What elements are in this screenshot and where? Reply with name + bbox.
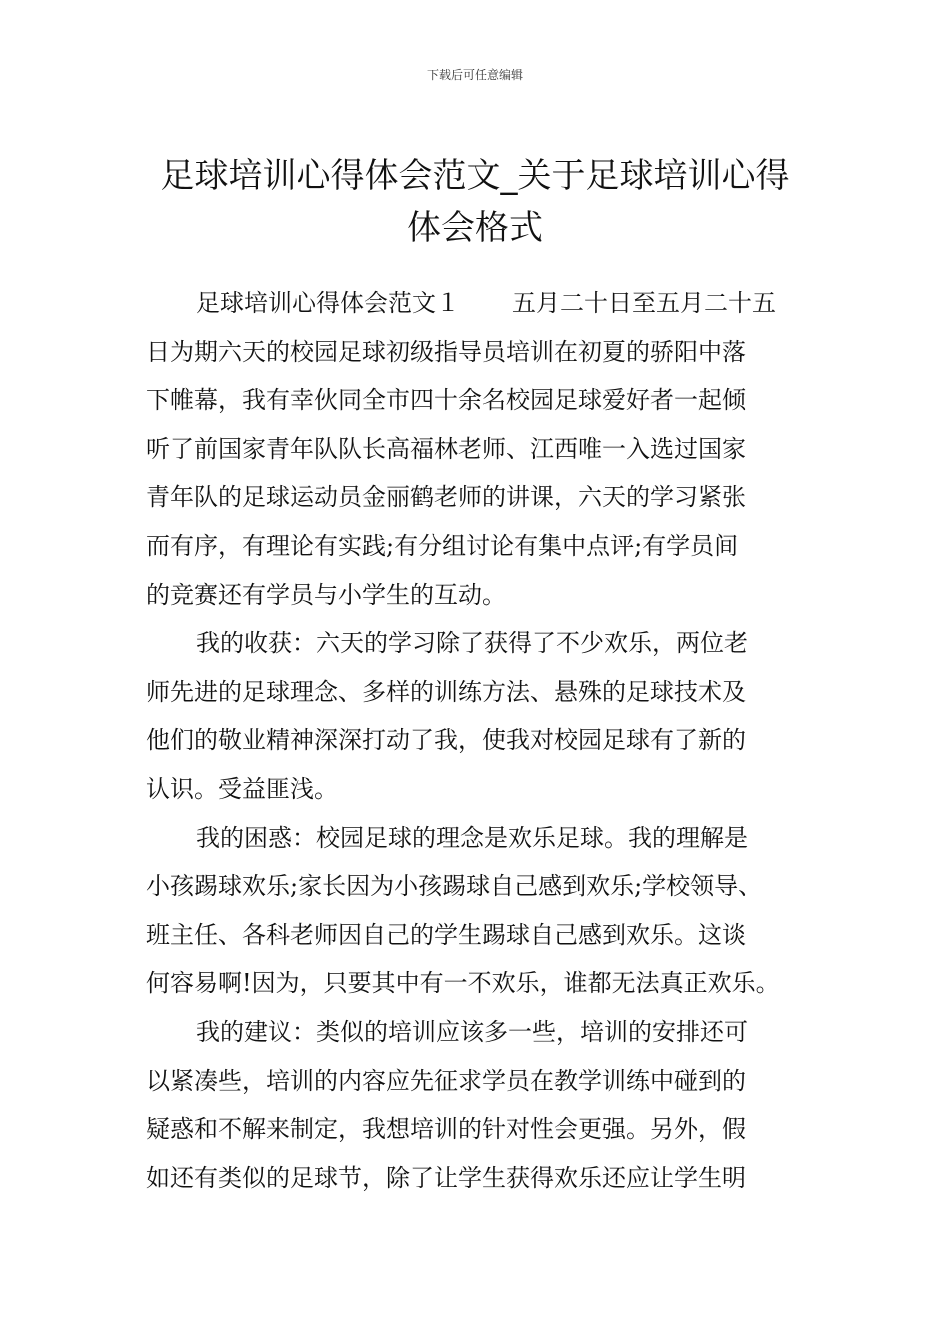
header-note: 下载后可任意编辑: [426, 68, 523, 82]
paragraph-suggestion: [146, 1008, 806, 1202]
paragraph-confusion: [146, 814, 806, 1008]
paragraph-line: 疑惑和不解来制定，我想培训的针对性会更强。另外，假: [146, 1115, 746, 1144]
paragraph-line: 听了前国家青年队队长高福林老师、江西唯一入选过国家: [146, 434, 746, 463]
paragraph-harvest: [146, 619, 806, 813]
paragraph-line: 认识。受益匪浅。: [146, 774, 338, 803]
paragraph-line: 如还有类似的足球节，除了让学生获得欢乐还应让学生明: [146, 1163, 746, 1192]
paragraph-line: 而有序，有理论有实践;有分组讨论有集中点评;有学员间: [146, 531, 739, 560]
paragraph-line: 日为期六天的校园足球初级指导员培训在初夏的骄阳中落: [146, 337, 746, 366]
paragraph-line: 我的建议：类似的培训应该多一些，培训的安排还可: [196, 1017, 748, 1046]
document-title: [0, 150, 950, 254]
paragraph-line: 何容易啊!因为，只要其中有一不欢乐，谁都无法真正欢乐。: [146, 969, 780, 998]
document-title-line: 足球培训心得体会范文_关于足球培训心得: [160, 155, 790, 196]
paragraph-line: 他们的敬业精神深深打动了我，使我对校园足球有了新的: [146, 726, 746, 755]
paragraph-intro: [146, 279, 806, 619]
section-heading: 足球培训心得体会范文１: [196, 289, 460, 317]
paragraph-line: 班主任、各科老师因自己的学生踢球自己感到欢乐。这谈: [146, 920, 746, 949]
paragraph-line: 青年队的足球运动员金丽鹤老师的讲课，六天的学习紧张: [146, 483, 746, 512]
paragraph-line: 小孩踢球欢乐;家长因为小孩踢球自己感到欢乐;学校领导、: [146, 872, 763, 901]
paragraph-line: 下帷幕，我有幸伙同全市四十余名校园足球爱好者一起倾: [146, 386, 746, 415]
paragraph-line: 师先进的足球理念、多样的训练方法、悬殊的足球技术及: [146, 677, 746, 706]
paragraph-line: 的竞赛还有学员与小学生的互动。: [146, 580, 506, 609]
paragraph-text: 五月二十日至五月二十五: [512, 289, 776, 317]
document-title-line: 体会格式: [407, 207, 543, 248]
paragraph-line: [146, 279, 806, 328]
paragraph-line: 我的困惑：校园足球的理念是欢乐足球。我的理解是: [196, 823, 748, 852]
paragraph-line: 我的收获：六天的学习除了获得了不少欢乐，两位老: [196, 629, 748, 658]
paragraph-line: 以紧凑些，培训的内容应先征求学员在教学训练中碰到的: [146, 1066, 746, 1095]
document-body: [146, 279, 806, 1202]
